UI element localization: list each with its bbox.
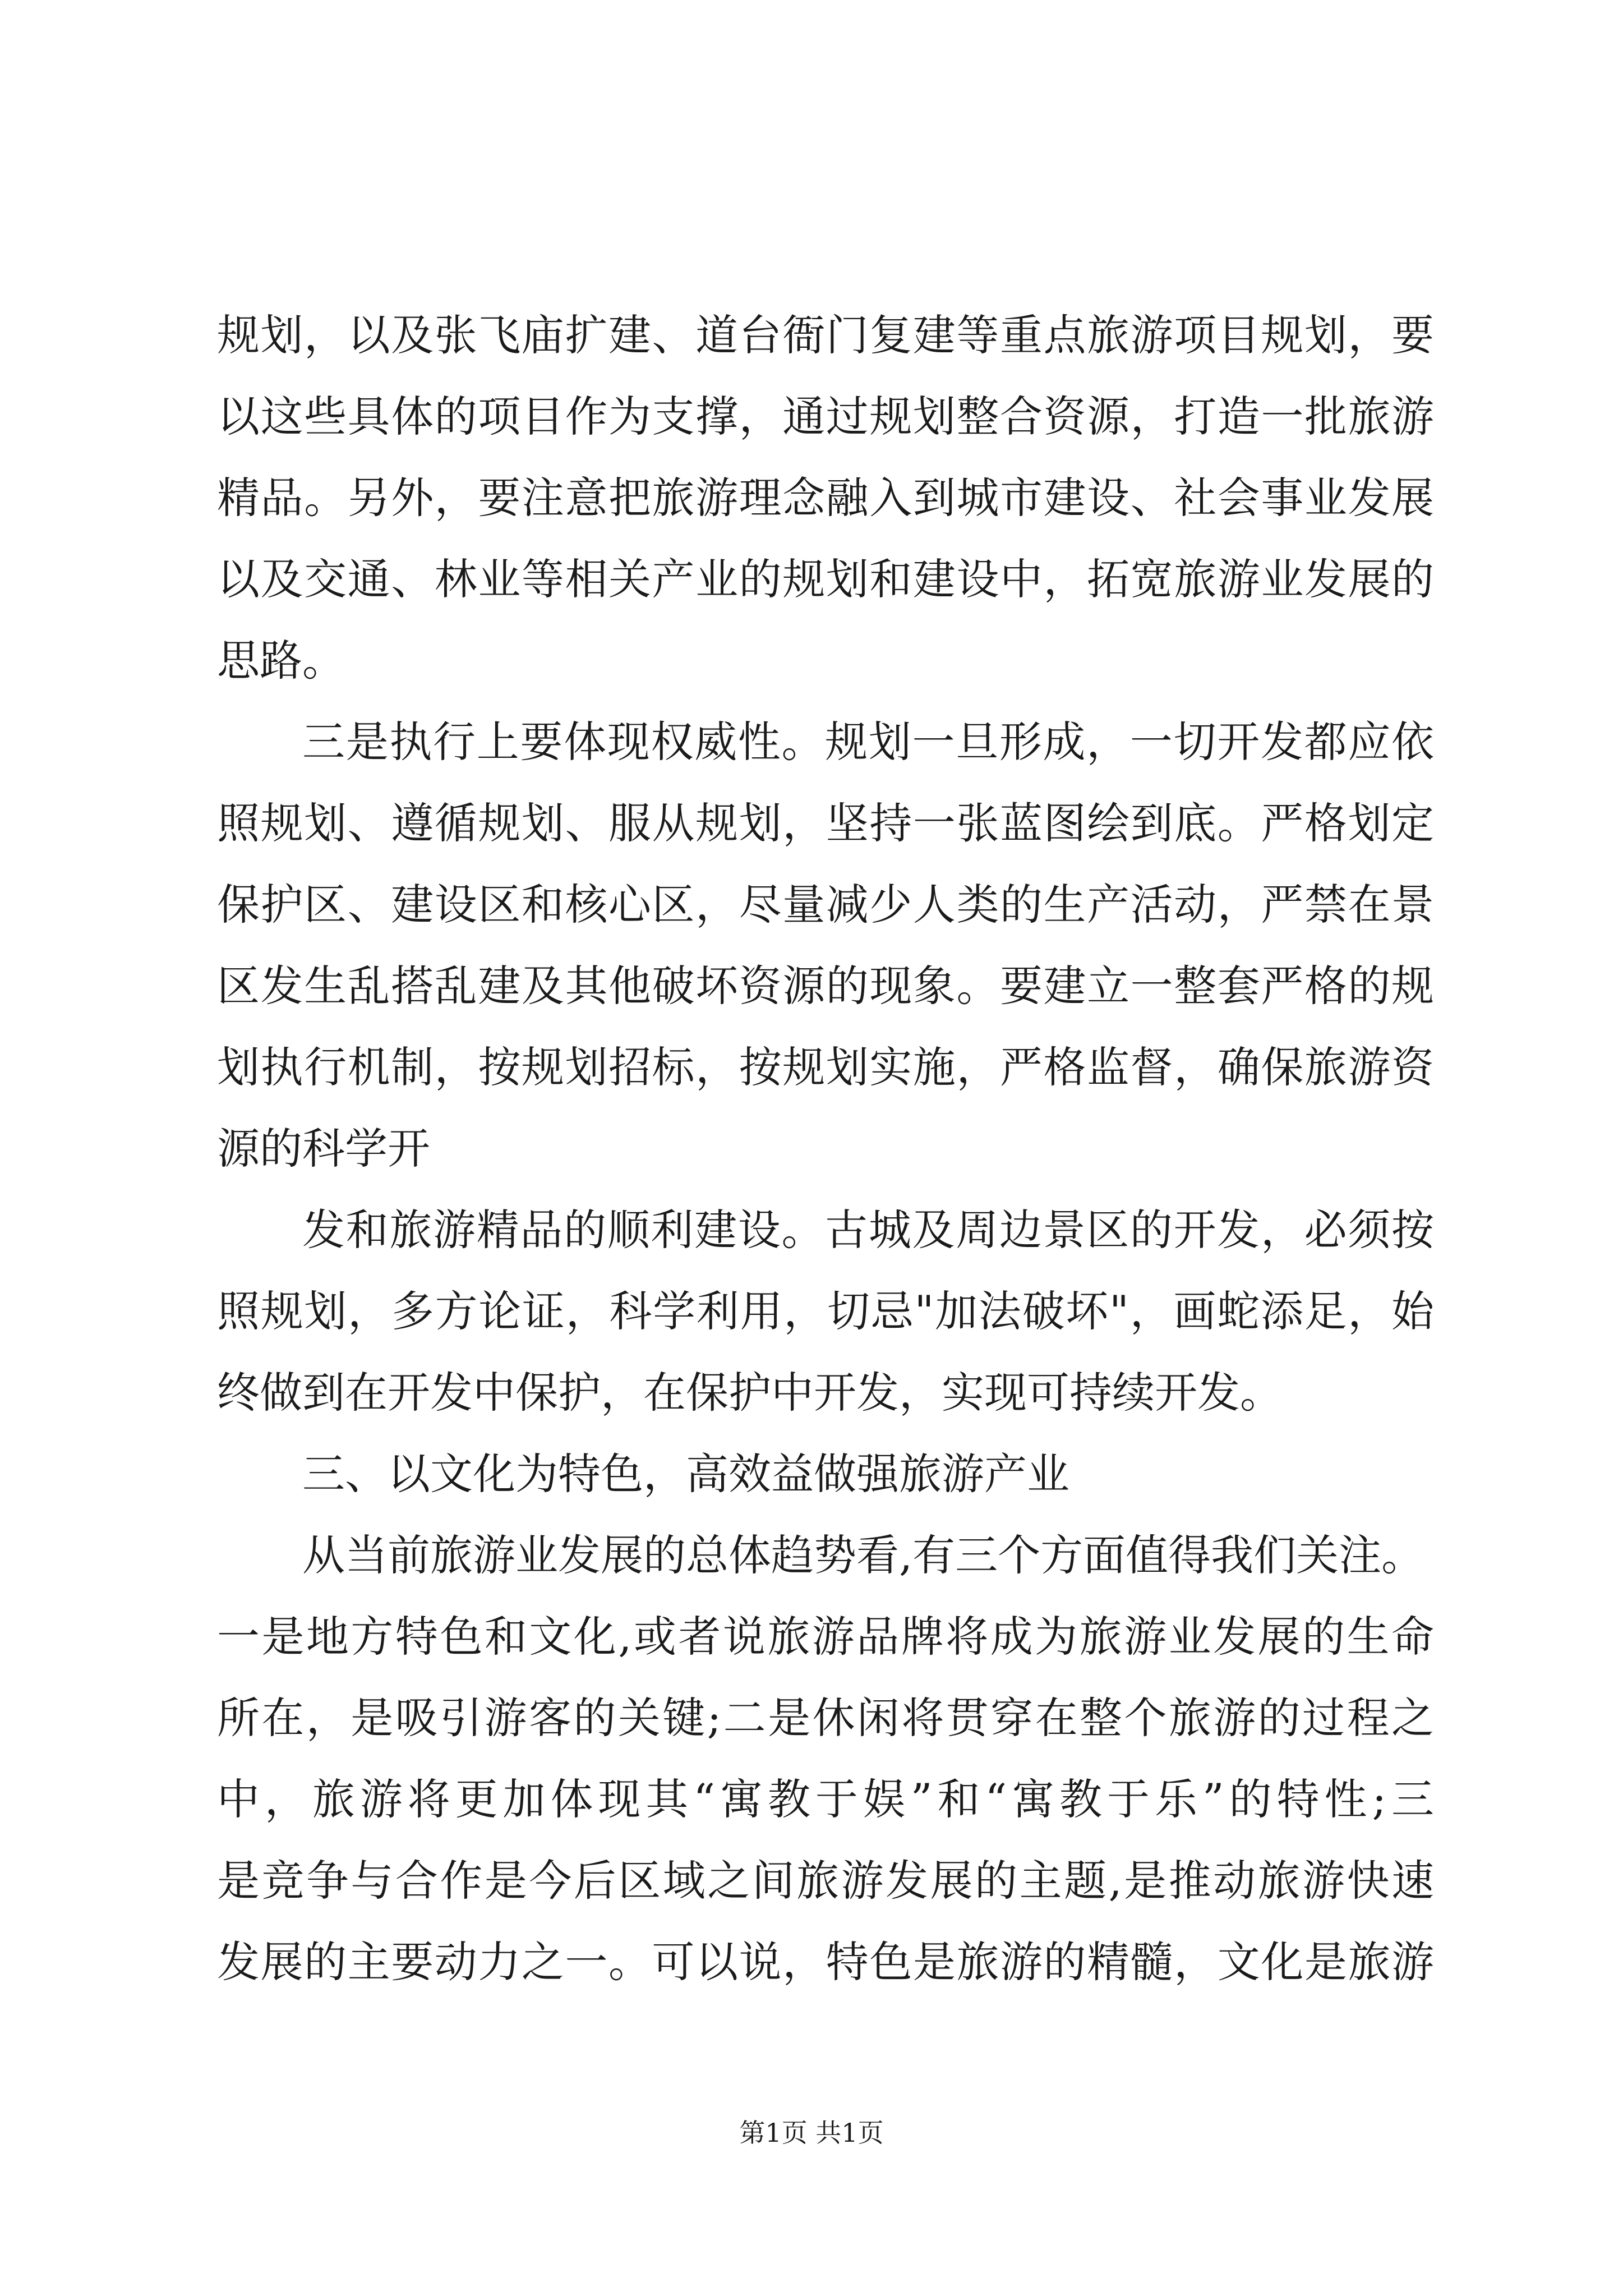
text-line: 照规划、遵循规划、服从规划，坚持一张蓝图绘到底。严格划定 bbox=[217, 798, 1434, 848]
text-line: 保护区、建设区和核心区，尽量减少人类的生产活动，严禁在景 bbox=[217, 880, 1434, 930]
text-line: 所在，是吸引游客的关键;二是休闲将贯穿在整个旅游的过程之 bbox=[217, 1693, 1434, 1743]
page-footer: 第1页 共1页 bbox=[739, 2118, 884, 2148]
text-line: 照规划，多方论证，科学利用，切忌"加法破坏"，画蛇添足，始 bbox=[217, 1286, 1434, 1336]
text-line: 一是地方特色和文化,或者说旅游品牌将成为旅游业发展的生命 bbox=[217, 1612, 1434, 1662]
paragraph-first-line: 从当前旅游业发展的总体趋势看,有三个方面值得我们关注。 bbox=[302, 1530, 1424, 1580]
paragraph-first-line: 发和旅游精品的顺利建设。古城及周边景区的开发，必须按 bbox=[302, 1205, 1434, 1255]
text-line: 思路。 bbox=[217, 636, 345, 685]
text-line: 是竞争与合作是今后区域之间旅游发展的主题,是推动旅游快速 bbox=[217, 1856, 1434, 1906]
text-line: 划执行机制，按规划招标，按规划实施，严格监督，确保旅游资 bbox=[217, 1042, 1434, 1092]
text-line: 以这些具体的项目作为支撑，通过规划整合资源，打造一批旅游 bbox=[217, 392, 1434, 441]
text-line: 以及交通、林业等相关产业的规划和建设中，拓宽旅游业发展的 bbox=[217, 554, 1434, 604]
text-line: 发展的主要动力之一。可以说，特色是旅游的精髓，文化是旅游 bbox=[217, 1937, 1434, 1987]
paragraph-first-line: 三是执行上要体现权威性。规划一旦形成，一切开发都应依 bbox=[302, 717, 1434, 767]
text-line: 区发生乱搭乱建及其他破坏资源的现象。要建立一整套严格的规 bbox=[217, 961, 1434, 1011]
document-body bbox=[217, 295, 1434, 2003]
text-line: 精品。另外，要注意把旅游理念融入到城市建设、社会事业发展 bbox=[217, 473, 1434, 523]
text-line: 终做到在开发中保护，在保护中开发，实现可持续开发。 bbox=[217, 1368, 1283, 1418]
text-line: 源的科学开 bbox=[217, 1124, 430, 1174]
text-line: 规划，以及张飞庙扩建、道台衙门复建等重点旅游项目规划，要 bbox=[217, 310, 1434, 360]
section-heading: 三、以文化为特色，高效益做强旅游产业 bbox=[302, 1449, 1069, 1499]
text-line: 中，旅游将更加体现其“寓教于娱”和“寓教于乐”的特性;三 bbox=[217, 1774, 1434, 1824]
